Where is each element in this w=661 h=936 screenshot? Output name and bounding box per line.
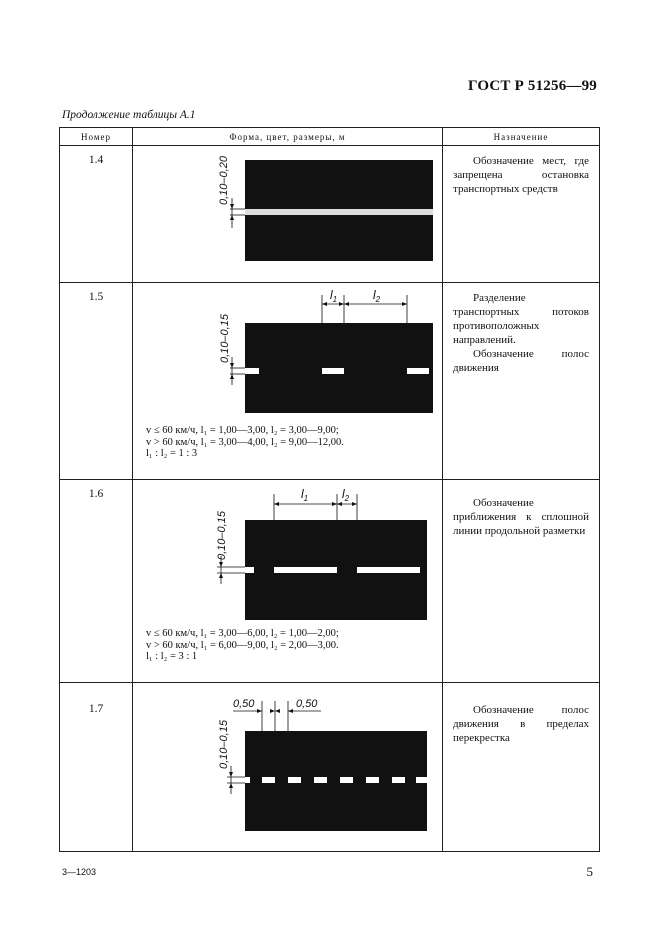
markings-table [59, 127, 600, 852]
purpose-cell [443, 480, 600, 683]
header-purpose: Назначение [443, 128, 600, 146]
table-row [60, 480, 600, 683]
dash [245, 777, 250, 783]
header-form: Форма, цвет, размеры, м [133, 128, 443, 146]
document-code: ГОСТ Р 51256—99 [467, 78, 597, 94]
condition-line: v > 60 км/ч, l₁ = 6,00—9,00, l₂ = 2,00—3,00. [146, 639, 339, 651]
dim-width-label: 0,10–0,15 [218, 720, 230, 769]
purpose-cell [443, 146, 600, 283]
dash [322, 368, 344, 374]
purpose-text: Разделение транспортных потоков противоположных направлений. [453, 292, 589, 346]
table-row [60, 683, 600, 852]
row-number: 1.5 [60, 283, 133, 480]
row-number: 1.4 [60, 146, 133, 283]
table-header-row [60, 128, 600, 146]
dash [407, 368, 429, 374]
page-number: 5 [586, 864, 593, 879]
dash [245, 567, 254, 573]
marking-diagram-1-7 [133, 683, 443, 851]
dim-width-label: 0,10–0,20 [218, 156, 230, 205]
dim-l1-label: $l_1$ [301, 487, 309, 503]
dash [357, 567, 420, 573]
dim-l2-label: $l_2$ [373, 288, 381, 304]
dash [340, 777, 353, 783]
table-row [60, 146, 600, 283]
condition-line: v ≤ 60 км/ч, l₁ = 3,00—6,00, l₂ = 1,00—2,00; [146, 628, 339, 639]
table-caption: Продолжение таблицы А.1 [62, 109, 196, 121]
marking-diagram-cell [133, 283, 443, 480]
dim-l1-label: $l_1$ [330, 288, 338, 304]
dim-left-label: 0,50 [233, 698, 255, 710]
purpose-text: Обозначение мест, где запрещена остановка транспортных средств [453, 155, 589, 195]
table-row [60, 283, 600, 480]
marking-diagram-cell [133, 146, 443, 283]
dash [366, 777, 379, 783]
condition-line: v > 60 км/ч, l₁ = 3,00—4,00, l₂ = 9,00—12,00. [146, 436, 344, 448]
purpose-text: Обозначение полос движения [453, 348, 589, 374]
condition-line: l₁ : l₂ = 1 : 3 [146, 448, 198, 459]
solid-line [245, 209, 433, 215]
condition-line: l₁ : l₂ = 3 : 1 [146, 651, 198, 662]
condition-line: v ≤ 60 км/ч, l₁ = 1,00—3,00, l₂ = 3,00—9,00; [146, 425, 339, 436]
footer-code: 3—1203 [62, 867, 97, 877]
purpose-cell [443, 683, 600, 852]
dim-width-label: 0,10–0,15 [216, 511, 228, 560]
conditions [146, 628, 339, 663]
conditions [146, 425, 344, 460]
row-number: 1.7 [60, 683, 133, 852]
dim-width-label: 0,10–0,15 [219, 314, 231, 363]
dash [288, 777, 301, 783]
dim-l2-label: $l_2$ [342, 487, 350, 503]
dim-right-label: 0,50 [296, 698, 318, 710]
dash [314, 777, 327, 783]
purpose-cell [443, 283, 600, 480]
dash [262, 777, 275, 783]
purpose-text: Обозначение приближения к сплошной линии продольной разметки [453, 497, 589, 537]
dash [245, 368, 259, 374]
purpose-text: Обозначение полос движения в пределах перекрестка [453, 704, 589, 744]
marking-diagram-cell [133, 480, 443, 683]
marking-diagram-cell [133, 683, 443, 852]
dash [274, 567, 337, 573]
dash [416, 777, 427, 783]
dash [392, 777, 405, 783]
marking-diagram-1-4 [133, 146, 443, 282]
header-number: Номер [60, 128, 133, 146]
row-number: 1.6 [60, 480, 133, 683]
